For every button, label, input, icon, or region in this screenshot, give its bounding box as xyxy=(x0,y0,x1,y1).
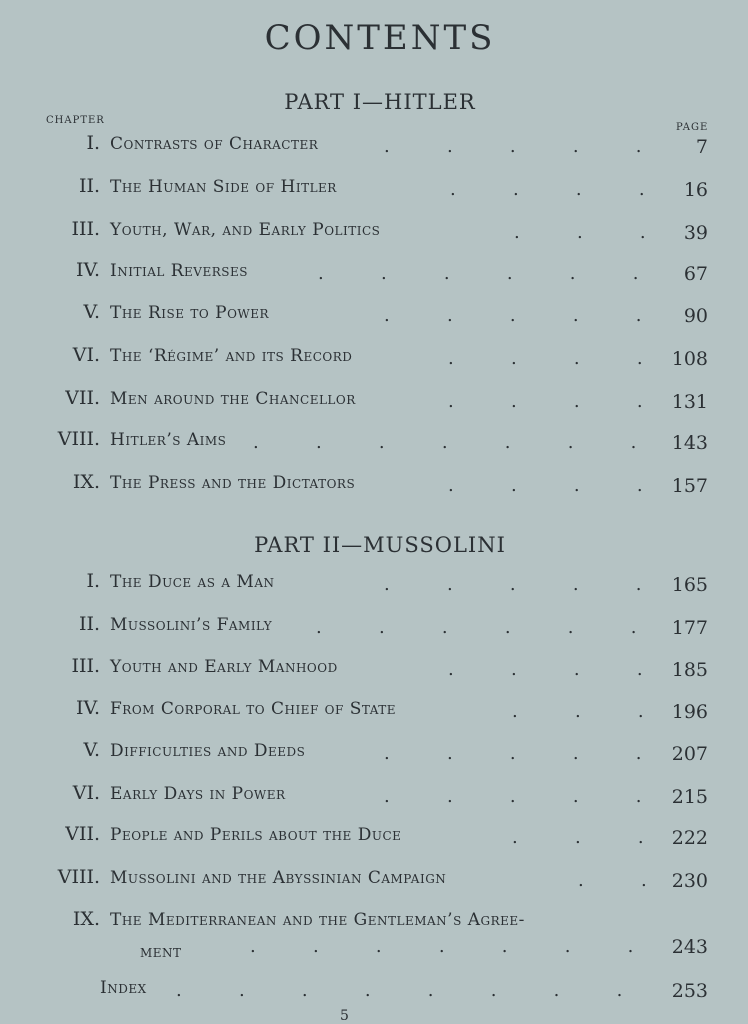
page-number: 90 xyxy=(683,305,708,327)
toc-entry xyxy=(0,344,748,374)
chapter-number: V. xyxy=(83,739,100,761)
page-number: 230 xyxy=(671,870,708,892)
leader-dots: . . . . . . . xyxy=(250,936,634,957)
toc-entry xyxy=(0,259,748,289)
page-number: 157 xyxy=(671,475,708,497)
chapter-number: VII. xyxy=(65,823,100,845)
chapter-title: Hitler’s Aims xyxy=(110,430,227,450)
leader-dots: . . . xyxy=(514,222,646,243)
toc-entry xyxy=(0,428,748,458)
leader-dots: . . . . xyxy=(450,179,645,200)
chapter-title: Difficulties and Deeds xyxy=(110,741,306,761)
chapter-title: Youth, War, and Early Politics xyxy=(110,220,381,240)
toc-entry xyxy=(0,301,748,331)
toc-entry xyxy=(0,782,748,812)
leader-dots: . . . xyxy=(512,701,644,722)
chapter-title-continued: ment xyxy=(140,942,182,962)
chapter-number: III. xyxy=(71,655,100,677)
toc-entry xyxy=(0,697,748,727)
chapter-title: Mussolini’s Family xyxy=(110,615,273,635)
page-number: 196 xyxy=(671,701,708,723)
leader-dots: . . . . . . xyxy=(318,263,639,284)
chapter-title: Contrasts of Character xyxy=(110,134,319,154)
leader-dots: . . . . xyxy=(448,348,643,369)
chapter-number: V. xyxy=(83,301,100,323)
leader-dots: . . . . . xyxy=(384,574,642,595)
chapter-number: VI. xyxy=(72,344,100,366)
page-number: 16 xyxy=(683,179,708,201)
leader-dots: . . . . . xyxy=(384,136,642,157)
toc-entry xyxy=(0,613,748,643)
chapter-number: IX. xyxy=(72,471,100,493)
chapter-number: VI. xyxy=(72,782,100,804)
chapter-title: The Mediterranean and the Gentleman’s Agree- xyxy=(110,910,525,930)
folio-page-number: 5 xyxy=(340,1008,349,1024)
toc-entry xyxy=(0,132,748,162)
leader-dots: . . . . . . xyxy=(316,617,637,638)
chapter-title: From Corporal to Chief of State xyxy=(110,699,397,719)
chapter-title: Mussolini and the Abyssinian Campaign xyxy=(110,868,447,888)
leader-dots: . . . . xyxy=(448,659,643,680)
page-number: 253 xyxy=(671,980,708,1002)
page-number: 185 xyxy=(671,659,708,681)
chapter-title: Youth and Early Manhood xyxy=(110,657,338,677)
toc-entry xyxy=(0,175,748,205)
toc-entry xyxy=(0,908,748,972)
toc-entry xyxy=(0,823,748,853)
leader-dots: . . xyxy=(578,870,647,891)
leader-dots: . . . . . . . . xyxy=(176,980,623,1001)
chapter-title: The Duce as a Man xyxy=(110,572,275,592)
page-number: 165 xyxy=(671,574,708,596)
chapter-title: The Human Side of Hitler xyxy=(110,177,337,197)
chapter-title: The ‘Régime’ and its Record xyxy=(110,346,353,366)
chapter-number: III. xyxy=(71,218,100,240)
toc-entry xyxy=(0,866,748,896)
toc-entry xyxy=(0,739,748,769)
chapter-number: II. xyxy=(78,613,100,635)
chapter-title: Initial Reverses xyxy=(110,261,248,281)
page-number: 143 xyxy=(671,432,708,454)
page-number: 131 xyxy=(671,391,708,413)
leader-dots: . . . . . xyxy=(384,743,642,764)
chapter-number: IX. xyxy=(72,908,100,930)
chapter-title: The Rise to Power xyxy=(110,303,270,323)
chapter-title: People and Perils about the Duce xyxy=(110,825,402,845)
page-column-label: PAGE xyxy=(676,122,709,133)
page-number: 67 xyxy=(683,263,708,285)
chapter-number: VIII. xyxy=(57,866,100,888)
leader-dots: . . . . xyxy=(448,475,643,496)
part-heading-hitler: PART I—HITLER xyxy=(284,90,476,114)
toc-entry xyxy=(0,655,748,685)
chapter-title: Early Days in Power xyxy=(110,784,286,804)
page-number: 177 xyxy=(671,617,708,639)
chapter-number: I. xyxy=(86,570,100,592)
leader-dots: . . . . . xyxy=(384,305,642,326)
page-number: 7 xyxy=(695,136,708,158)
index-title: Index xyxy=(100,978,147,998)
page-number: 243 xyxy=(671,936,708,958)
chapter-column-label: CHAPTER xyxy=(46,115,105,126)
part-heading-mussolini: PART II—MUSSOLINI xyxy=(254,533,506,557)
toc-entry xyxy=(0,570,748,600)
chapter-number: I. xyxy=(86,132,100,154)
page-number: 222 xyxy=(671,827,708,849)
chapter-number: II. xyxy=(78,175,100,197)
leader-dots: . . . . . . . xyxy=(253,432,637,453)
chapter-number: VII. xyxy=(65,387,100,409)
page-title: CONTENTS xyxy=(264,18,496,58)
toc-entry xyxy=(0,471,748,501)
leader-dots: . . . xyxy=(512,827,644,848)
page-number: 39 xyxy=(683,222,708,244)
toc-entry xyxy=(0,218,748,248)
toc-entry-index xyxy=(0,976,748,1006)
page-number: 215 xyxy=(671,786,708,808)
chapter-title: Men around the Chancellor xyxy=(110,389,356,409)
chapter-number: VIII. xyxy=(57,428,100,450)
chapter-title: The Press and the Dictators xyxy=(110,473,356,493)
page-number: 207 xyxy=(671,743,708,765)
toc-entry xyxy=(0,387,748,417)
leader-dots: . . . . . xyxy=(384,786,642,807)
chapter-number: IV. xyxy=(76,259,100,281)
leader-dots: . . . . xyxy=(448,391,643,412)
page-number: 108 xyxy=(671,348,708,370)
chapter-number: IV. xyxy=(76,697,100,719)
